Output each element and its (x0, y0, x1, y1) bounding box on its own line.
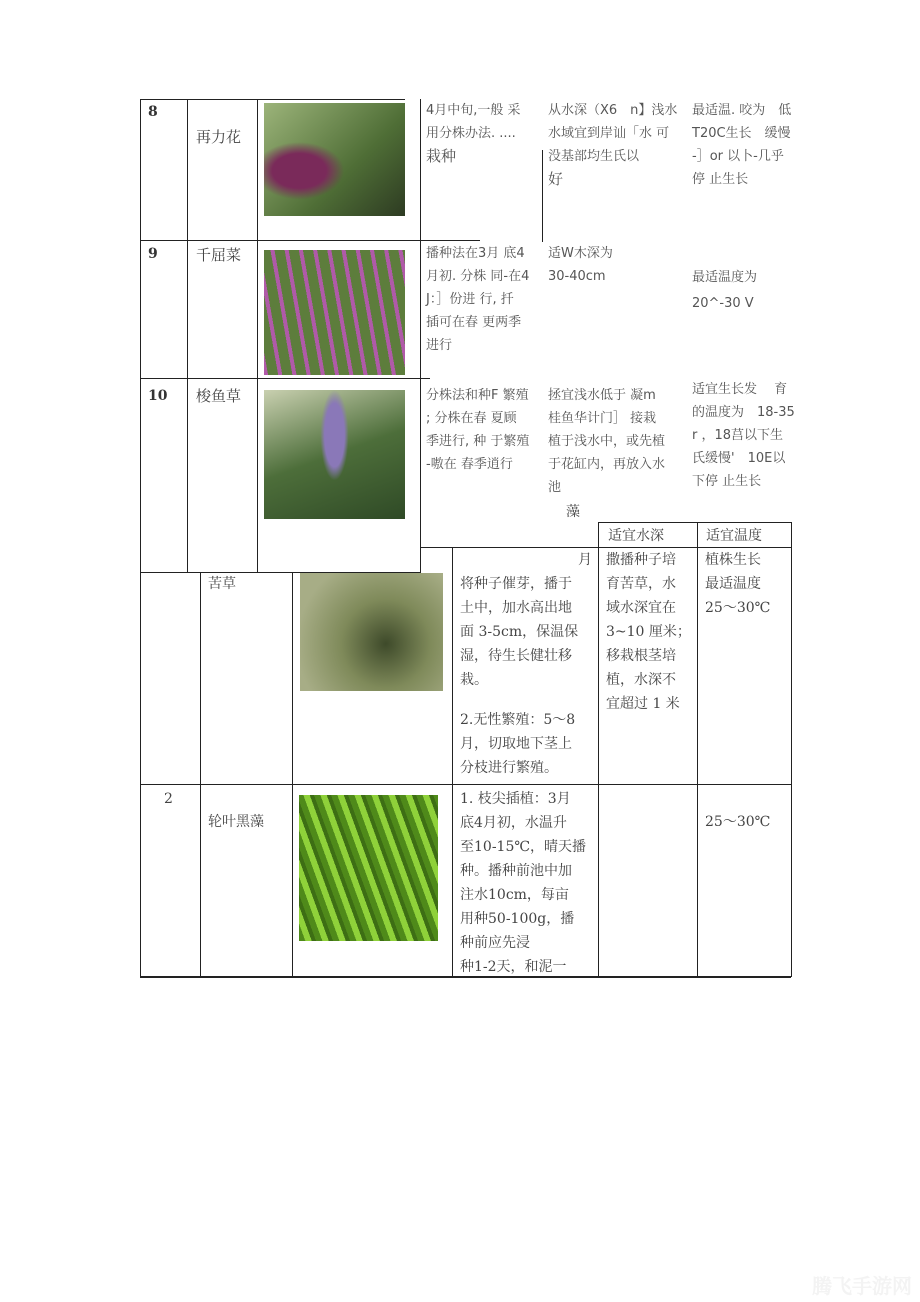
header-water-depth: 适宜水深 (608, 528, 664, 544)
temperature-text: 适宜生长发 育 的温度为 18-35 r ，18莒以下生 氏缓慢' 10E以 下停 止生长 (692, 382, 795, 489)
plant-name: 轮叶黑藻 (208, 814, 264, 830)
temperature-text: 最适温度为 20^-30 V (692, 270, 758, 311)
water-depth-text: 适W木深为 30-40cm (548, 246, 613, 284)
temperature-text: 25～30℃ (705, 814, 771, 830)
row-number: 10 (148, 388, 168, 404)
temperature-text: 植株生长 最适温度 25～30℃ (705, 552, 771, 616)
propagation-text: 4月中旬,一般 采 用分株办法. .... 栽种 (426, 103, 521, 165)
row-number: 9 (148, 246, 158, 262)
propagation-text: 分株法和种F 繁殖 ; 分株在春 夏顾 季进行, 种 于繁殖 -嗷在 春季逍行 (426, 388, 530, 472)
propagation-text: 将种子催芽，播于 土中，加水高出地 面 3-5cm，保温保 湿，待生长健壮移 栽。 2.无性繁殖：5～8 月，切取地下茎上 分枝进行繁殖。 (460, 576, 579, 776)
plant-photo (300, 573, 443, 691)
row-number: 8 (148, 104, 158, 120)
header-temperature: 适宜温度 (706, 528, 762, 544)
plant-name: 苦草 (208, 576, 236, 592)
plant-photo (264, 390, 405, 519)
plant-photo (264, 250, 405, 375)
plant-name: 梭鱼草 (196, 387, 242, 405)
watermark: 腾飞手游网 (812, 1274, 912, 1298)
row-number: 2 (164, 791, 173, 807)
temperature-text: 最适温. 咬为 低 T20C生长 缓慢 -］or 以卜-几乎 停 止生长 (692, 103, 792, 187)
caption-fragment: 藻 (566, 504, 580, 520)
plant-photo (264, 103, 405, 216)
propagation-fragment: 月 (578, 552, 592, 568)
propagation-text: 播种法在3月 底4 月初. 分株 同-在4 J：］份进 行, 扦 插可在春 更两季 进行 (426, 246, 530, 353)
plant-photo (299, 795, 438, 941)
water-depth-text: 从水深（X6 n】浅水 水域宜到岸讪「水 可 没基部均生氏以 好 (548, 103, 678, 188)
plant-name: 千屈菜 (196, 246, 242, 264)
propagation-text: 1. 枝尖插植：3月 底4月初，水温升 至10-15℃，晴天播 种。播种前池中加 注水10cm，每亩 用种50-100g，播 种前应先浸 种1-2天，和泥一 (460, 791, 587, 975)
plant-name: 再力花 (196, 128, 242, 146)
water-depth-text: 撒播种子培 育苦草，水 域水深宜在 3~10 厘米； 移栽根茎培 植，水深不 宜超过 1 米 (606, 552, 691, 712)
water-depth-text: 拯宜浅水低于 凝m 桂鱼华计门］ 接栽 植于浅水中，或先植 于花缸内，再放入水 池 (548, 388, 666, 495)
